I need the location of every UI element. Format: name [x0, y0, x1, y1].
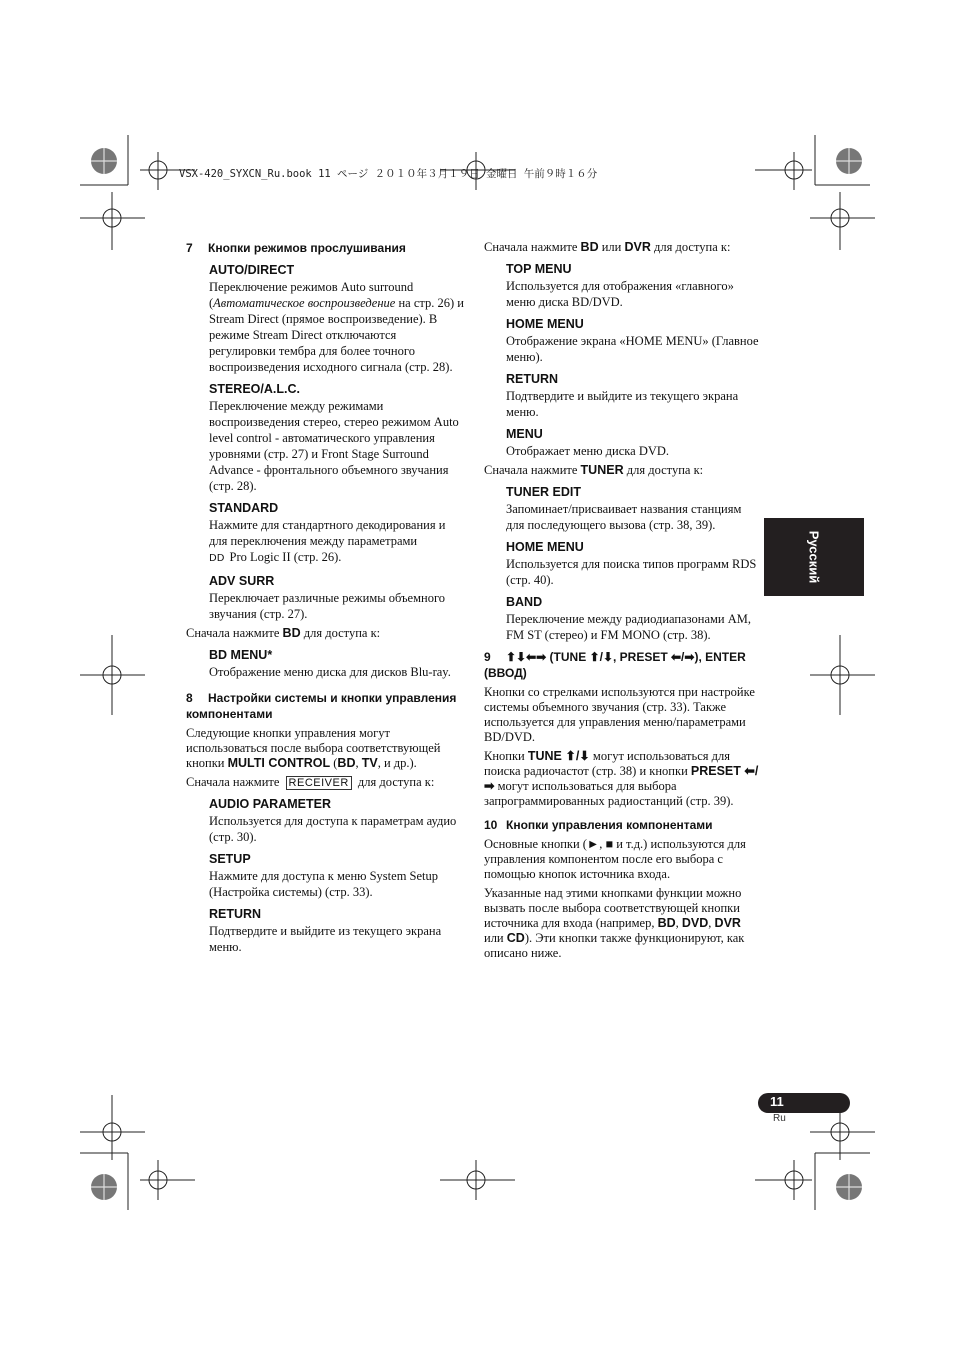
standard-heading: STANDARD [209, 501, 279, 515]
section-10-p1: Основные кнопки (►, ■ и т.д.) используются для управления компонентом после его выбора с помощью кнопок источника входа. [484, 837, 746, 881]
menu-heading: MENU [506, 427, 543, 441]
adv-surr-text: Переключает различные режимы объемного звучания (стр. 27). [209, 591, 446, 621]
tuner-edit-heading: TUNER EDIT [506, 485, 581, 499]
section-7-heading: 7 Кнопки режимов прослушивания [186, 241, 406, 255]
left-column [186, 240, 464, 957]
page-language-code: Ru [773, 1113, 786, 1124]
section-8-heading: 8 Настройки системы и кнопки управления компонентами [186, 691, 457, 721]
return-heading-right: RETURN [506, 372, 559, 386]
return-text: Подтвердите и выйдите из текущего экрана меню. [209, 924, 442, 954]
bd-access-text: Сначала нажмите BD для доступа к: [186, 626, 381, 640]
receiver-key-label: RECEIVER [286, 776, 352, 790]
setup-text: Нажмите для доступа к меню System Setup (Настройка системы) (стр. 33). [209, 869, 439, 899]
section-9-p2: Кнопки TUNE ⬆/⬇ могут использоваться для поиска радиочастот (стр. 38) и кнопки PRESET ⬅/➡ могут использоваться для выбора запрограммированных радиостанций (стр. 39). [484, 749, 759, 808]
home-menu-text: Отображение экрана «HOME MENU» (Главное меню). [506, 334, 759, 364]
section-8-intro: Следующие кнопки управления могут использоваться после выбора соответствующей кнопки MULTI CONTROL (BD, TV, и др.). [186, 726, 441, 770]
bd-menu-text: Отображение меню диска для дисков Blu-ray. [209, 665, 451, 679]
home-menu-tuner-heading: HOME MENU [506, 540, 584, 554]
top-menu-text: Используется для отображения «главного» меню диска BD/DVD. [506, 279, 734, 309]
receiver-access-text: Сначала нажмите RECEIVER для доступа к: [186, 775, 435, 789]
bd-menu-heading: BD MENU* [209, 648, 273, 662]
section-10-p2: Указанные над этими кнопками функции можно вызвать после выбора соответствующей кнопки источника для входа (например, BD, DVD, DVR или CD). Эти кнопки также функционируют, как описано ниже. [484, 886, 745, 960]
auto-direct-text: Переключение режимов Auto surround (Автоматическое воспроизведение на стр. 26) и Stream Direct (прямое воспроизведение). В режиме Stream Direct отключаются регулировки тембра для более точного воспроизведения исходного сигнала (стр. 28). [209, 280, 464, 374]
band-heading: BAND [506, 595, 543, 609]
adv-surr-heading: ADV SURR [209, 574, 275, 588]
top-menu-heading: TOP MENU [506, 262, 572, 276]
standard-text: Нажмите для стандартного декодирования и для переключения между параметрами DD Pro Logic II (стр. 26). [209, 518, 446, 564]
section-9-p1: Кнопки со стрелками используются при настройке системы объемного звучания (стр. 33). Также используется для управления меню/параметрами BD/DVD. [484, 685, 755, 744]
section-10-heading: 10 Кнопки управления компонентами [484, 818, 713, 832]
language-side-tab: Русский [764, 518, 864, 596]
home-menu-tuner-text: Используется для поиска типов программ RDS (стр. 40). [506, 557, 757, 587]
auto-direct-heading: AUTO/DIRECT [209, 263, 295, 277]
right-column [484, 240, 760, 963]
setup-heading: SETUP [209, 852, 251, 866]
tuner-access-text: Сначала нажмите TUNER для доступа к: [484, 463, 704, 477]
stereo-alc-text: Переключение между режимами воспроизведения стерео, стерео режимом Auto level control - автоматического управления уровнями (стр. 27) и Front Stage Surround Advance - фронтального объемного звучания (стр. 28). [209, 399, 459, 493]
return-heading: RETURN [209, 907, 262, 921]
print-header: VSX-420_SYXCN_Ru.book 11 ページ ２０１０年３月１９日 金曜日 午前９時１６分 [179, 168, 598, 180]
home-menu-heading: HOME MENU [506, 317, 584, 331]
dolby-logo-icon: DD [209, 553, 225, 564]
section-9-heading: 9 ⬆⬇⬅➡ (TUNE ⬆/⬇, PRESET ⬅/➡), ENTER (ВВОД) [484, 650, 746, 680]
audio-parameter-text: Используется для доступа к параметрам аудио (стр. 30). [209, 814, 457, 844]
return-text-right: Подтвердите и выйдите из текущего экрана меню. [506, 389, 739, 419]
bd-dvr-access-text: Сначала нажмите BD или DVR для доступа к: [484, 240, 731, 254]
audio-parameter-heading: AUDIO PARAMETER [209, 797, 331, 811]
tuner-edit-text: Запоминает/присваивает названия станциям для последующего вызова (стр. 38, 39). [506, 502, 742, 532]
stereo-alc-heading: STEREO/A.L.C. [209, 382, 300, 396]
menu-text: Отображает меню диска DVD. [506, 444, 670, 458]
page-number-badge: 11 [758, 1093, 850, 1113]
band-text: Переключение между радиодиапазонами AM, FM ST (стерео) и FM MONO (стр. 38). [506, 612, 752, 642]
